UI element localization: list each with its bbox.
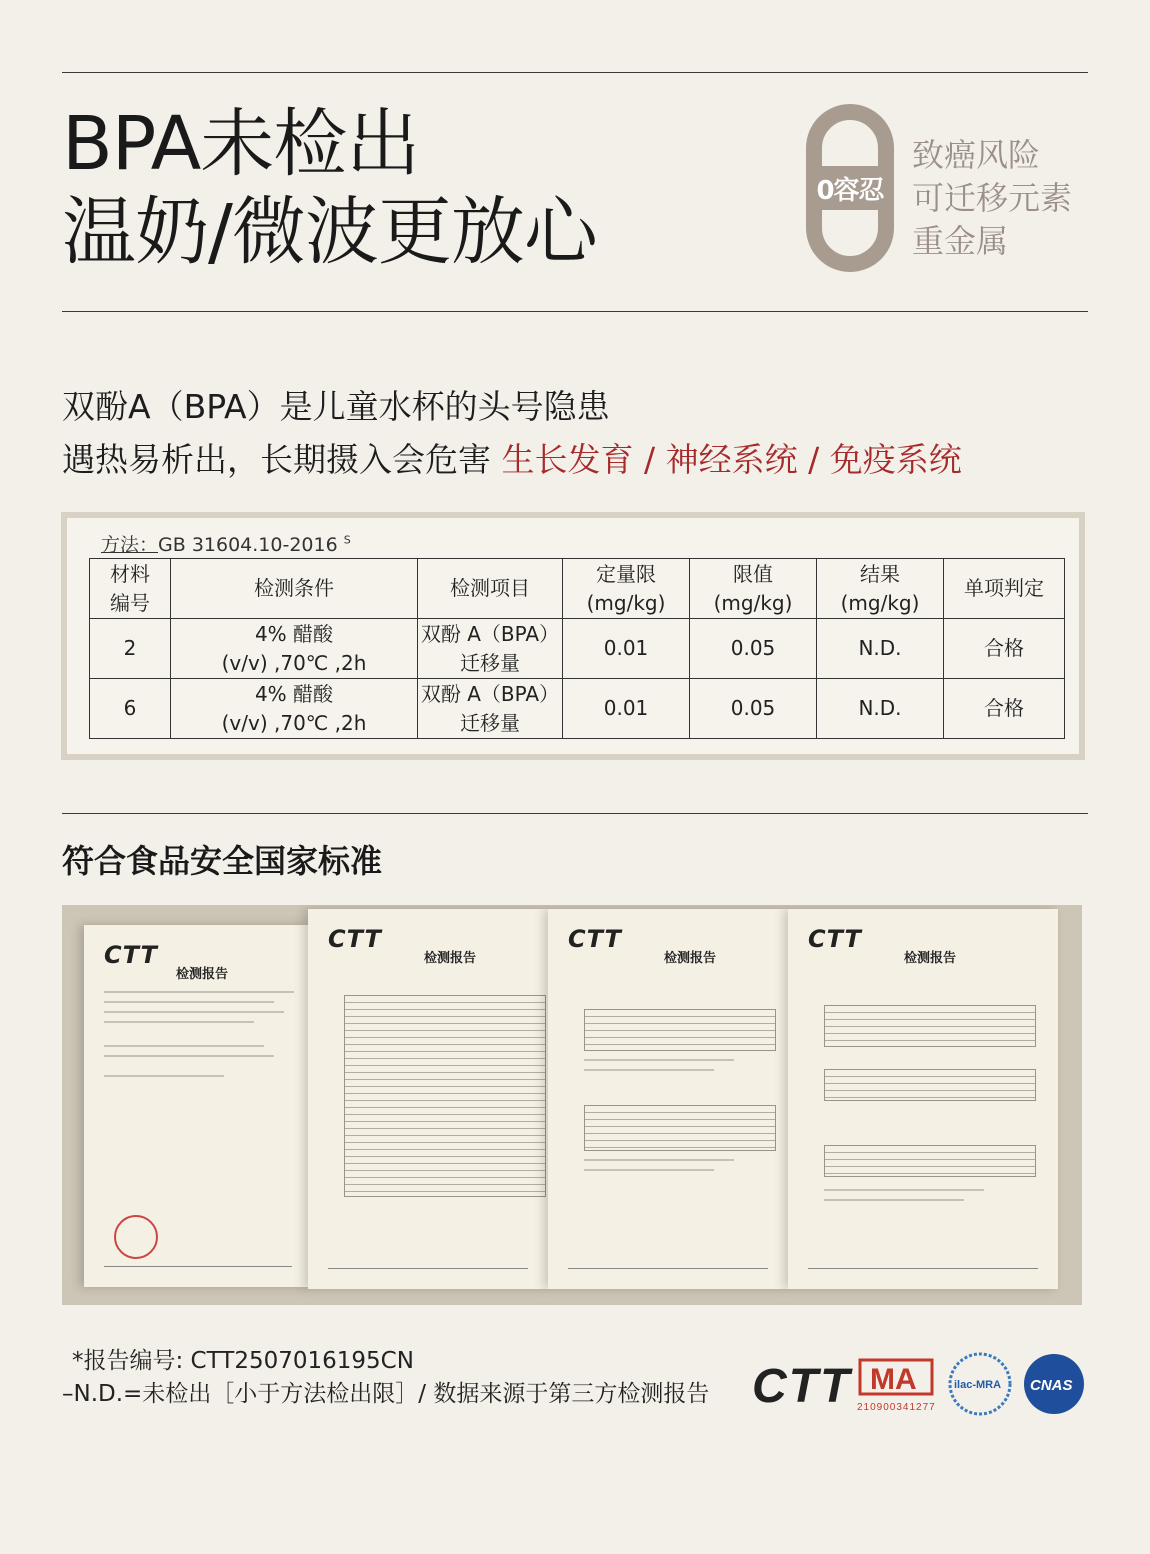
headline <box>62 100 597 276</box>
ctt-logo: CTT <box>808 925 862 953</box>
section-title: 符合食品安全国家标准 <box>62 842 383 880</box>
report-gallery <box>62 905 1082 1305</box>
risk-item: 可迁移元素 <box>912 179 1073 217</box>
ctt-logo: CTT <box>328 925 382 953</box>
method-line <box>101 530 351 557</box>
cell-condition: 4% 醋酸 (v/v) ,70℃ ,2h <box>171 619 418 679</box>
cnas-logo-text: CNAS <box>1030 1377 1073 1394</box>
cell-condition: 4% 醋酸 (v/v) ,70℃ ,2h <box>171 679 418 739</box>
header-result: 结果 (mg/kg) <box>817 559 944 619</box>
cell-item: 双酚 A（BPA） 迁移量 <box>418 679 563 739</box>
test-result-card <box>61 512 1085 760</box>
intro-text <box>62 380 962 486</box>
cma-number: 210900341277 <box>857 1402 936 1413</box>
method-label: 方法： <box>101 534 159 556</box>
cma-logo-icon <box>857 1360 936 1413</box>
zero-tolerance-label: 0容忍 <box>816 176 884 206</box>
table-header-row <box>90 559 1065 619</box>
ilac-mra-text: ilac-MRA <box>954 1379 1002 1391</box>
report-title: 检测报告 <box>176 967 229 982</box>
cell-verdict: 合格 <box>944 679 1065 739</box>
report-number: *报告编号: CTT2507016195CN <box>72 1348 414 1374</box>
report-title: 检测报告 <box>424 951 477 966</box>
cma-logo-text: MA <box>870 1363 917 1396</box>
section-divider <box>62 813 1088 814</box>
report-title: 检测报告 <box>664 951 717 966</box>
footnote <box>62 1345 709 1411</box>
ctt-logo-text: CTT <box>752 1360 852 1413</box>
risk-item: 重金属 <box>912 222 1009 260</box>
headline-divider <box>62 311 1088 312</box>
report-page <box>84 925 312 1287</box>
cnas-logo-icon <box>1024 1354 1084 1414</box>
intro-highlight: 生长发育 / 神经系统 / 免疫系统 <box>501 440 962 479</box>
top-divider <box>62 72 1088 73</box>
nd-note: –N.D.=未检出［小于方法检出限］/ 数据来源于第三方检测报告 <box>62 1381 710 1407</box>
cell-loq: 0.01 <box>563 619 690 679</box>
cell-limit: 0.05 <box>690 619 817 679</box>
table-row <box>90 619 1065 679</box>
method-standard: GB 31604.10-2016 <box>158 534 338 556</box>
headline-line-1: BPA未检出 <box>62 101 420 187</box>
header-verdict: 单项判定 <box>944 559 1065 619</box>
intro-line-2 <box>62 433 962 486</box>
headline-line-2: 温奶/微波更放心 <box>62 189 597 275</box>
cell-limit: 0.05 <box>690 679 817 739</box>
method-mark: S <box>343 533 351 547</box>
test-result-table <box>89 558 1065 739</box>
intro-line-1: 双酚A（BPA）是儿童水杯的头号隐患 <box>62 387 610 426</box>
header-condition: 检测条件 <box>171 559 418 619</box>
risk-item: 致癌风险 <box>912 136 1041 174</box>
ctt-logo: CTT <box>104 941 158 969</box>
cell-item: 双酚 A（BPA） 迁移量 <box>418 619 563 679</box>
header-item: 检测项目 <box>418 559 563 619</box>
cell-verdict: 合格 <box>944 619 1065 679</box>
report-title: 检测报告 <box>904 951 957 966</box>
header-material-id: 材料 编号 <box>90 559 171 619</box>
ctt-logo-icon <box>752 1360 853 1413</box>
table-row <box>90 679 1065 739</box>
cell-loq: 0.01 <box>563 679 690 739</box>
cell-id: 6 <box>90 679 171 739</box>
test-result-panel <box>67 518 1079 754</box>
report-page <box>788 909 1058 1289</box>
cell-result: N.D. <box>817 619 944 679</box>
ctt-logo: CTT <box>568 925 622 953</box>
cell-id: 2 <box>90 619 171 679</box>
report-page <box>548 909 788 1289</box>
ilac-mra-logo-icon <box>950 1354 1010 1414</box>
report-page <box>308 909 548 1289</box>
header-loq: 定量限 (mg/kg) <box>563 559 690 619</box>
seal-stamp-icon <box>114 1215 158 1259</box>
header-limit: 限值 (mg/kg) <box>690 559 817 619</box>
cell-result: N.D. <box>817 679 944 739</box>
certification-logos <box>742 1346 1094 1420</box>
risk-list <box>912 134 1072 263</box>
intro-line-2-prefix: 遇热易析出，长期摄入会危害 <box>62 440 502 479</box>
